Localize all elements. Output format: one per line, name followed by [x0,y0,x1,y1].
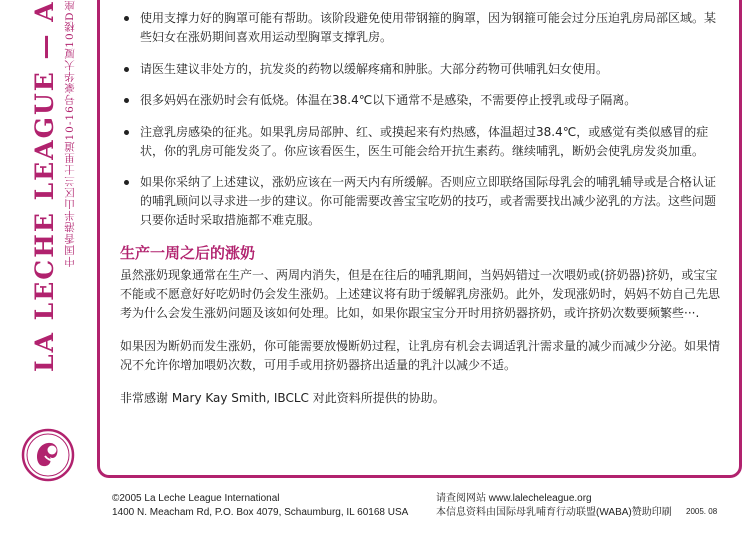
side-band [0,0,90,490]
footer-left [112,492,408,520]
postal-address: 1400 N. Meacham Rd, P.O. Box 4079, Schaumburg, IL 60168 USA [112,507,409,518]
list-item: 请医生建议非处方的，抗发炎的药物以缓解疼痛和肿胀。大部分药物可供哺乳妇女使用。 [120,60,720,79]
website-link[interactable]: 请查阅网站 www.lalecheleague.org [436,493,592,504]
footer-right [436,492,672,520]
paragraph: 虽然涨奶现象通常在生产一、两周内消失，但是在往后的哺乳期间，当妈妈错过一次喂奶或(挤奶器)挤奶，或宝宝不能或不愿意好好吃奶时仍会发生涨奶。上述建议将有助于缓解乳房涨奶。此外，发现涨奶时，妈妈不妨自己先思考为什么会发生涨奶问题及该如何处理。比如，如果你跟宝宝分开时用挤奶器挤奶，或许挤奶次数要频繁些···. [120,267,721,320]
lll-logo-icon [21,428,75,482]
acknowledgement: 非常感谢 Mary Kay Smith, IBCLC 对此资料所提供的协助。 [120,390,445,405]
list-item: 注意乳房感染的征兆。如果乳房局部肿、红、或摸起来有灼热感，体温超过38.4℃，或感觉有类似感冒的症状，你的乳房可能发炎了。你应该看医生，医生可能会给开抗生素药。继续哺乳，断奶会使乳房发炎加重。 [120,123,720,161]
section-heading: 生产一周之后的涨奶 [120,243,256,262]
list-item: 如果你采纳了上述建议，涨奶应该在一两天内有所缓解。否则应立即联络国际母乳会的哺乳辅导或是合格认证的哺乳顾问以寻求进一步的建议。你可能需要改善宝宝吃奶的技巧，或者需要找出减少泌乳的方法。这些问题只要你适时采取措施都不难克服。 [120,173,720,230]
organization-title: LA LECHE LEAGUE — A [30,0,59,372]
copyright-text: ©2005 La Leche League International [112,493,280,504]
organization-address-vertical: 中国香港半山区兰士里道10-16号豪华大厦10楼D座 [64,0,76,268]
paragraph: 如果因为断奶而发生涨奶，你可能需要放慢断奶过程，让乳房有机会去调适乳汁需求量的减少而减少分泌。如果情况不允许你增加喂奶次数，可用手或用挤奶器挤出适量的乳汁以减少不适。 [120,338,721,372]
print-date: 2005. 08 [686,507,718,516]
sponsor-note: 本信息资料由国际母乳哺育行动联盟(WABA)赞助印刷 [436,507,672,518]
list-item: 使用支撑力好的胸罩可能有帮助。该阶段避免使用带钢箍的胸罩，因为钢箍可能会过分压迫乳房局部区域。某些妇女在涨奶期间喜欢用运动型胸罩支撑乳房。 [120,9,720,47]
list-item: 很多妈妈在涨奶时会有低烧。体温在38.4℃以下通常不是感染，不需要停止授乳或母子隔离。 [120,91,720,110]
document-body [120,0,720,422]
tips-list [120,9,720,230]
